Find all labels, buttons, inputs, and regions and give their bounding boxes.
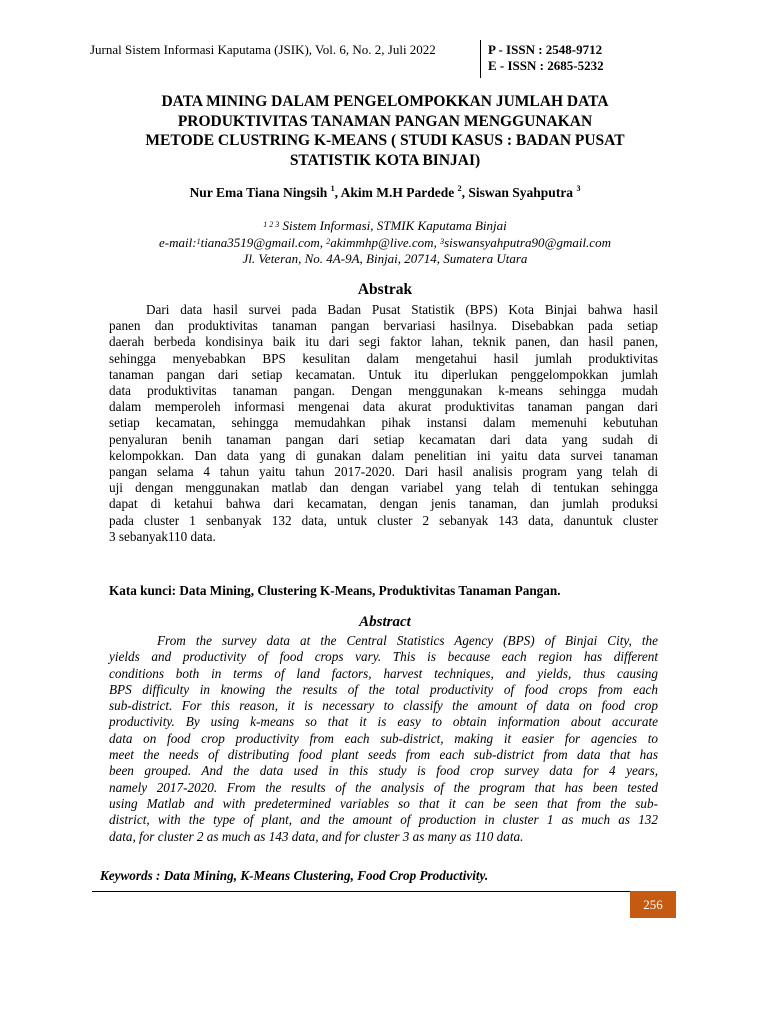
paragraph-line: pangan selama 4 tahun yaitu tahun 2017-2020. Dari hasil analisis program yang telah di [109,464,658,480]
abstract-heading: Abstract [359,614,411,630]
paragraph-line: 3 sebanyak110 data. [109,528,216,544]
paragraph-line: dapat di ketahui bahwa dari kecamatan, dengan jenis tanaman, dan jumlah produksi [109,496,658,512]
journal-citation: Jurnal Sistem Informasi Kaputama (JSIK), Vol. 6, No. 2, Juli 2022 [90,42,436,57]
paragraph-line: pada cluster 1 senbanyak 132 data, untuk cluster 2 sebanyak 143 data, danuntuk cluster [109,512,658,528]
paragraph-line: data, for cluster 2 as much as 143 data, and for cluster 3 as many as 110 data. [109,828,524,844]
paragraph-line: BPS difficulty in knowing the results of the total productivity of food crops from each [109,681,658,697]
email-line [92,235,678,252]
paragraph-line: From the survey data at the Central Statistics Agency (BPS) of Binjai City, the [157,633,658,648]
paragraph-line: using Matlab and with predetermined variables so that it can be seen that from the sub- [109,795,658,811]
address-line: Jl. Veteran, No. 4A-9A, Binjai, 20714, Sumatera Utara [242,251,528,266]
e-issn: E - ISSN : 2685-5232 [488,58,604,73]
paragraph-line: conditions both in terms of land factors, harvest techniques, and yields, thus causing [109,665,658,681]
title-line: STATISTIK KOTA BINJAI) [289,151,481,169]
title-line: DATA MINING DALAM PENGELOMPOKKAN JUMLAH DATA [161,93,609,110]
paragraph-line: data produktivitas tanaman pangan. Dengan menggunakan k-means sehingga mudah [109,383,658,399]
paragraph-line: sehingga menyebabkan BPS kesulitan dalam mengetahui hasil jumlah produktivitas [109,350,658,366]
email-label: e-mail: [159,234,197,250]
paragraph-line: Dari data hasil survei pada Badan Pusat Statistik (BPS) Kota Binjai bahwa hasil [146,302,658,317]
p-issn: P - ISSN : 2548-9712 [488,42,603,57]
paragraph-line: tanaman pangan dari setiap kecamatan. Untuk itu diperlukan penggelompokkan jumlah [109,366,658,382]
paragraph-line: meet the needs of distributing food plant seeds from each sub-district from data that has [109,747,658,763]
paragraph-line: been grouped. And the data used in this study is food crop survey data for 4 years, [109,763,658,779]
keywords: Keywords : Data Mining, K-Means Clustering, Food Crop Productivity. [100,868,489,883]
author-sup: 1 [330,184,335,193]
paragraph-line: data on food crop productivity from each sub-district, making it easier for agencies to [109,730,658,746]
author-name: Nur Ema Tiana Ningsih [189,185,328,200]
paragraph-line: setiap kecamatan, sehingga memudahkan pihak instansi dalam memenuhi kebutuhan [109,415,658,431]
affiliation-sups: 1 2 3 [263,220,280,229]
kata-kunci: Kata kunci: Data Mining, Clustering K-Means, Produktivitas Tanaman Pangan. [109,583,561,598]
paragraph-line: daerah berbeda kondisinya baik itu dari segi faktor lahan, teknik panen, dan hasil panen, [109,334,658,350]
email: akimmhp@live.com, [330,234,441,250]
paragraph-line: kelompokkan. Dan data yang di gunakan dalam penelitian ini yaitu data survei tanaman [109,447,658,463]
paragraph-line: panen dan produktivitas tanaman pangan bervariasi hasilnya. Disebabkan pada setiap [109,318,658,334]
author-name: Akim M.H Pardede [340,185,455,200]
author-sup: 2 [457,184,462,193]
paragraph-line: namely 2017-2020. From the results of the analysis of the program that has been tested [109,779,658,795]
paper-title [92,92,678,170]
author-sup: 3 [576,184,581,193]
page-number: 256 [630,891,676,918]
paragraph-line: uji dengan menggunakan matlab dan dengan variabel yang telah di tentukan sehingga [109,480,658,496]
author-name: Siswan Syahputra [468,185,574,200]
paragraph-line: dalam memperoleh informasi mengenai data akurat produktivitas tanaman pangan dari [109,399,658,415]
email: tiana3519@gmail.com, [200,234,327,250]
paragraph-line: district, with the type of plant, and the amount of production in cluster 1 as much as 132 [109,812,658,828]
affiliation-block [92,218,678,268]
footer-rule [92,891,630,892]
paragraph-line: sub-district. For this reason, it is necessary to classify the amount of data on food crop [109,698,658,714]
email-sup: 3 [440,236,445,246]
abstrak-body [109,302,658,545]
email: siswansyahputra90@gmail.com [444,234,611,250]
title-line: METODE CLUSTRING K-MEANS ( STUDI KASUS : BADAN PUSAT [145,132,625,149]
header-divider [480,40,481,78]
paragraph-line: yields and productivity of food crops vary. This is because each region has different [109,649,658,665]
title-line: PRODUKTIVITAS TANAMAN PANGAN MENGGUNAKAN [177,112,593,130]
institution-line [92,218,678,235]
email-sup: 1 [196,236,201,246]
author-list: Nur Ema Tiana Ningsih $^1$, Akim M.H Pardede $^2$, Siswan Syahputra $^3$ [189,184,581,200]
paragraph-line: productivity. By using k-means so that it is easy to obtain information about accurate [109,714,658,730]
abstract-body [109,633,658,845]
institution: Sistem Informasi, STMIK Kaputama Binjai [282,218,507,233]
email-sup: 2 [326,236,331,246]
abstrak-heading: Abstrak [357,281,413,298]
issn-block [488,42,604,74]
paragraph-line: penyaluran benih tanaman pangan dari setiap kecamatan dari data yang sudah di [109,431,658,447]
